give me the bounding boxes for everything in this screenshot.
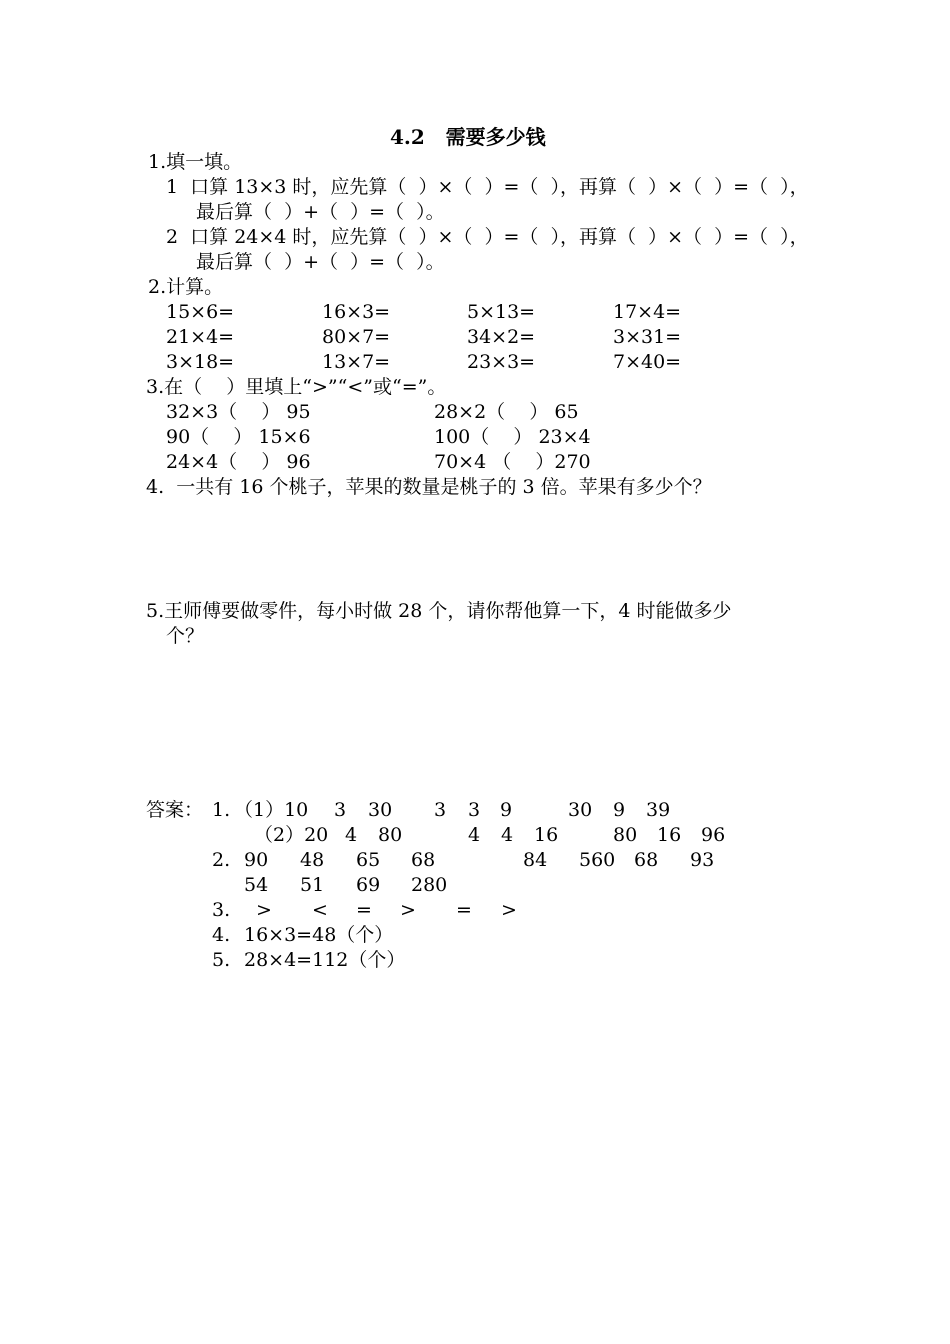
answer-value: 48 — [300, 849, 325, 871]
answer-value: 84 — [523, 849, 548, 871]
answer-text: 16×3=48（个） — [244, 924, 394, 946]
answer-symbol: = — [356, 899, 372, 921]
q1-item2-line1: 2 口算 24×4 时，应先算（ ）×（ ）=（ ），再算（ ）×（ ）=（ ）， — [166, 226, 809, 248]
answer-value: 65 — [356, 849, 381, 871]
answer-text: 28×4=112（个） — [244, 949, 406, 971]
answer-symbol: < — [312, 899, 328, 921]
q1-item2-line2: 最后算（ ）+（ ）=（ ）。 — [196, 251, 445, 273]
answer-number: 2. — [212, 849, 231, 871]
answer-symbol: = — [456, 899, 472, 921]
q5-line1: 5.王师傅要做零件，每小时做 28 个，请你帮他算一下，4 时能做多少 — [146, 600, 732, 622]
q3-cell: 90（ ） 15×6 — [166, 426, 311, 448]
q2-cell: 5×13= — [467, 301, 536, 323]
page-title: 4.2 需要多少钱 — [390, 125, 546, 149]
answer-value: 30 — [568, 799, 593, 821]
q2-cell: 80×7= — [322, 326, 391, 348]
answer-value: 54 — [244, 874, 269, 896]
q2-cell: 34×2= — [467, 326, 536, 348]
answer-symbol: > — [501, 899, 517, 921]
answer-value: 3 — [334, 799, 347, 821]
q3-cell: 28×2（ ） 65 — [434, 401, 579, 423]
answer-value: 39 — [646, 799, 671, 821]
answer-value: 9 — [500, 799, 513, 821]
answer-number: 4. — [212, 924, 231, 946]
answer-number: 1. — [212, 799, 231, 821]
answer-value: 30 — [368, 799, 393, 821]
q3-cell: 70×4 （ ）270 — [434, 451, 591, 473]
answer-number: 5. — [212, 949, 231, 971]
answer-value: 3 — [468, 799, 481, 821]
q2-cell: 3×18= — [166, 351, 235, 373]
answer-value: 3 — [434, 799, 447, 821]
q2-cell: 15×6= — [166, 301, 235, 323]
q2-cell: 16×3= — [322, 301, 391, 323]
q2-cell: 7×40= — [613, 351, 682, 373]
q1-item1-line1: 1 口算 13×3 时，应先算（ ）×（ ）=（ ），再算（ ）×（ ）=（ ）， — [166, 176, 809, 198]
q2-cell: 21×4= — [166, 326, 235, 348]
answer-value: 9 — [613, 799, 626, 821]
q2-cell: 13×7= — [322, 351, 391, 373]
q2-cell: 17×4= — [613, 301, 682, 323]
q4-text: 4. 一共有 16 个桃子，苹果的数量是桃子的 3 倍。苹果有多少个？ — [146, 476, 712, 498]
answer-value: 280 — [411, 874, 448, 896]
answer-value: 68 — [634, 849, 659, 871]
answer-value: 96 — [701, 824, 726, 846]
answer-value: 80 — [613, 824, 638, 846]
q3-cell: 32×3（ ） 95 — [166, 401, 311, 423]
q2-heading: 2.计算。 — [148, 276, 224, 298]
q3-heading: 3.在（ ）里填上“>”“<”或“=”。 — [146, 376, 447, 398]
answer-number: 3. — [212, 899, 231, 921]
answer-value: 4 — [501, 824, 514, 846]
answer-value: 93 — [690, 849, 715, 871]
answer-value: 16 — [534, 824, 559, 846]
answers-label: 答案： — [146, 799, 204, 821]
q1-heading: 1.填一填。 — [148, 151, 243, 173]
answer-symbol: > — [256, 899, 272, 921]
answer-value: 16 — [657, 824, 682, 846]
q2-cell: 3×31= — [613, 326, 682, 348]
q5-line2: 个？ — [166, 625, 205, 647]
answer-value: 4 — [468, 824, 481, 846]
answer-value: 69 — [356, 874, 381, 896]
answer-value: 90 — [244, 849, 269, 871]
q1-item1-line2: 最后算（ ）+（ ）=（ ）。 — [196, 201, 445, 223]
answer-value: 51 — [300, 874, 325, 896]
answer-value: 80 — [378, 824, 403, 846]
answer-symbol: > — [400, 899, 416, 921]
answer-value: （2）20 — [254, 824, 329, 846]
answer-value: 68 — [411, 849, 436, 871]
q3-cell: 100（ ） 23×4 — [434, 426, 591, 448]
answer-value: （1）10 — [234, 799, 309, 821]
q3-cell: 24×4（ ） 96 — [166, 451, 311, 473]
answer-value: 4 — [345, 824, 358, 846]
q2-cell: 23×3= — [467, 351, 536, 373]
answer-value: 560 — [579, 849, 616, 871]
